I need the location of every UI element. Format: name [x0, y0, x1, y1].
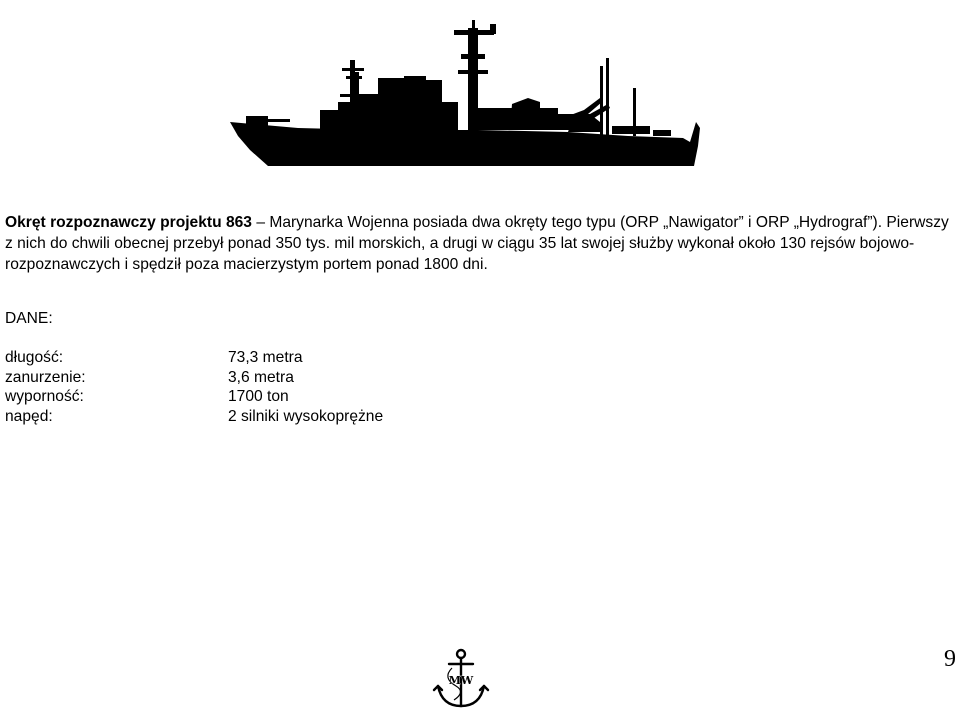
spec-label-draft: zanurzenie: [5, 368, 86, 386]
intro-dash: – [251, 214, 270, 231]
spec-label-propulsion: napęd: [5, 407, 53, 425]
page-number: 9 [944, 646, 956, 672]
spec-label-displacement: wyporność: [5, 388, 84, 406]
intro-paragraph [5, 212, 957, 275]
spec-value-propulsion: 2 silniki wysokoprężne [228, 407, 384, 425]
spec-row-displacement [5, 387, 383, 407]
spec-value-length: 73,3 metra [228, 349, 303, 366]
spec-value-draft: 3,6 metra [228, 368, 294, 386]
spec-value-displacement: 1700 ton [228, 388, 289, 406]
spec-label-length: długość: [5, 349, 64, 366]
ship-silhouette-icon [228, 18, 708, 170]
anchor-logo-icon [432, 648, 490, 712]
spec-row-length [5, 348, 383, 368]
logo-text: MW [448, 674, 474, 687]
intro-title: Okręt rozpoznawczy projektu 863 [5, 214, 252, 231]
specs-table [5, 348, 383, 426]
spec-row-propulsion [5, 407, 383, 427]
specs-heading: DANE: [5, 310, 53, 327]
spec-row-draft [5, 368, 383, 388]
intro-text: Marynarka Wojenna posiada dwa okręty tego typu (ORP „Nawigator” i ORP „Hydrograf”). Pierwszy z nich do chwili obecnej przebył ponad 350 tys. mil morskich, a drugi w ciągu 35 lat swojej służby wykonał około 130 rejsów bojowo-rozpoznawczych i spędził poza macierzystym portem ponad 1800 dni. [5, 214, 949, 273]
